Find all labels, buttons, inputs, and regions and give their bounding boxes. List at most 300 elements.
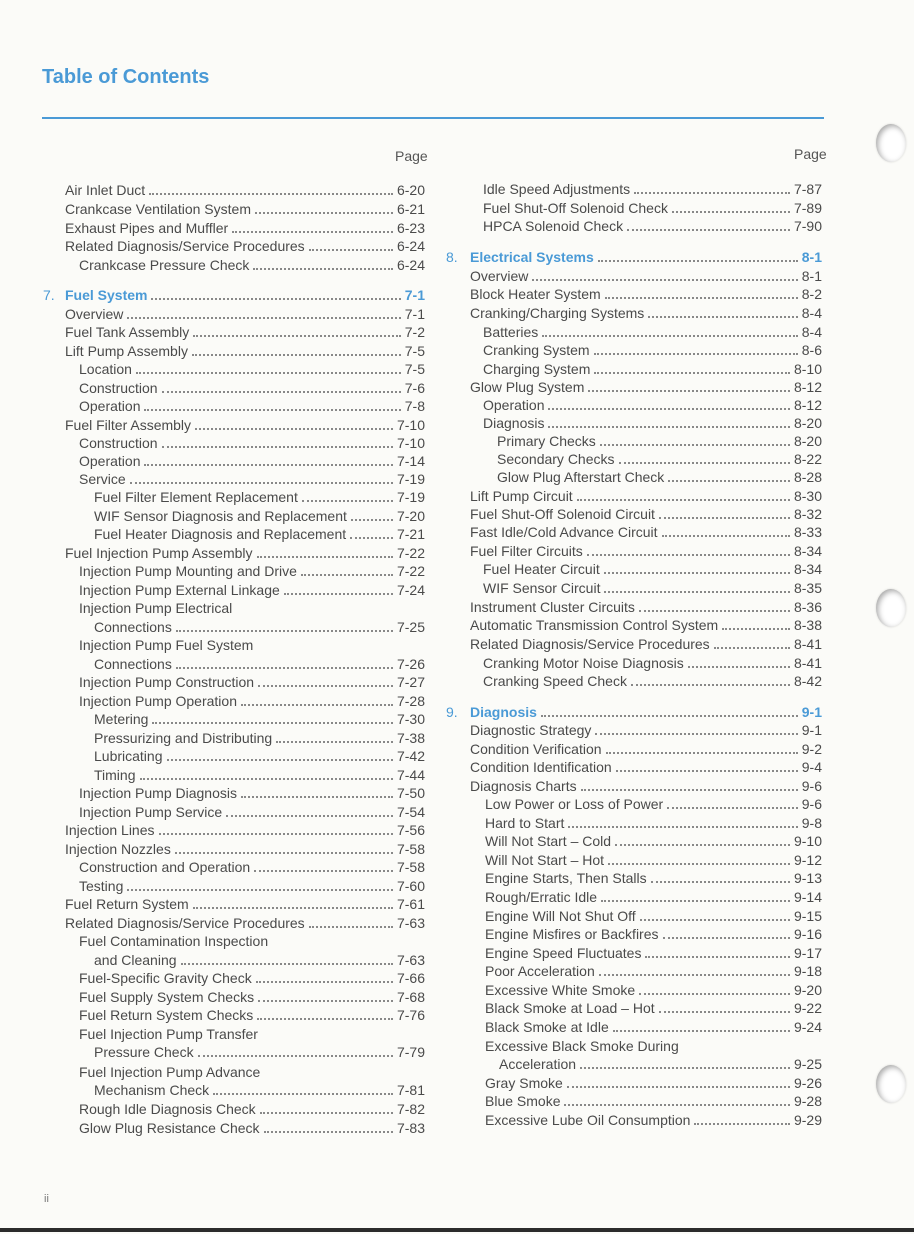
toc-entry[interactable] <box>65 822 425 839</box>
toc-entry-page: 9-10 <box>793 833 822 849</box>
toc-entry[interactable] <box>483 218 822 235</box>
toc-entry[interactable] <box>79 637 425 654</box>
toc-entry-page: 7-68 <box>396 989 425 1005</box>
dot-leader <box>613 1030 790 1032</box>
toc-entry-title: Mechanism Check <box>94 1082 210 1098</box>
toc-entry[interactable] <box>79 257 425 274</box>
toc-entry-page: 7-63 <box>396 952 425 968</box>
toc-entry-title: Cranking/Charging Systems <box>470 305 645 321</box>
toc-entry-page: 8-30 <box>793 488 822 504</box>
dot-leader <box>568 826 797 828</box>
toc-entry-title: Primary Checks <box>497 433 596 449</box>
bottom-rule <box>0 1228 914 1232</box>
toc-entry[interactable] <box>470 379 822 396</box>
toc-entry-title: Batteries <box>483 324 539 340</box>
toc-entry-title: Injection Pump Mounting and Drive <box>79 563 297 579</box>
toc-entry-title: Fuel Shut-Off Solenoid Circuit <box>470 506 655 522</box>
toc-entry-title: Fuel Heater Circuit <box>483 561 600 577</box>
toc-entry-title: Operation <box>483 397 545 413</box>
toc-entry[interactable] <box>470 506 822 523</box>
toc-entry-page: 8-1 <box>801 249 822 265</box>
toc-entry-page: 7-42 <box>396 748 425 764</box>
toc-entry-page: 8-36 <box>793 599 822 615</box>
toc-entry-page: 8-4 <box>801 305 822 321</box>
toc-entry-title: Condition Verification <box>470 741 602 757</box>
toc-entry-page: 9-6 <box>801 778 822 794</box>
dot-leader <box>192 354 401 356</box>
toc-entry-page: 7-5 <box>404 361 425 377</box>
toc-section-fuel-system[interactable] <box>65 287 425 304</box>
toc-entry[interactable] <box>470 722 822 739</box>
toc-entry-page: 7-87 <box>793 181 822 197</box>
toc-entry-title: Condition Identification <box>470 759 612 775</box>
toc-entry-page: 7-2 <box>404 324 425 340</box>
toc-entry[interactable] <box>79 1026 425 1043</box>
toc-entry-title: Cranking System <box>483 342 590 358</box>
dot-leader <box>258 1000 393 1002</box>
toc-entry-title: Fuel Injection Pump Advance <box>79 1064 261 1080</box>
dot-leader <box>580 1067 790 1069</box>
toc-entry-page: 8-34 <box>793 543 822 559</box>
toc-entry[interactable] <box>485 1038 822 1055</box>
toc-entry[interactable] <box>470 305 822 322</box>
toc-entry-page: 6-20 <box>396 182 425 198</box>
toc-entry-page: 7-44 <box>396 767 425 783</box>
toc-entry[interactable] <box>94 748 425 765</box>
toc-entry[interactable] <box>497 433 822 450</box>
toc-entry-title: Black Smoke at Idle <box>485 1019 609 1035</box>
toc-entry[interactable] <box>497 451 822 468</box>
toc-entry-title: Rough Idle Diagnosis Check <box>79 1101 256 1117</box>
toc-entry[interactable] <box>483 561 822 578</box>
toc-entry[interactable] <box>485 1093 822 1110</box>
section-number: 8. <box>446 249 458 265</box>
dot-leader <box>608 863 790 865</box>
toc-entry[interactable] <box>470 286 822 303</box>
toc-entry-title: WIF Sensor Diagnosis and Replacement <box>94 508 347 524</box>
toc-entry-page: 7-14 <box>396 453 425 469</box>
toc-entry[interactable] <box>79 1064 425 1081</box>
toc-entry-page: 8-41 <box>793 636 822 652</box>
toc-entry[interactable] <box>485 815 822 832</box>
section-number: 9. <box>446 704 458 720</box>
toc-entry-title: Testing <box>79 878 124 894</box>
toc-entry-title: Cranking Motor Noise Diagnosis <box>483 655 684 671</box>
toc-entry-title: Related Diagnosis/Service Procedures <box>65 238 305 254</box>
toc-entry-title: Overview <box>470 268 529 284</box>
toc-entry-title: Idle Speed Adjustments <box>483 181 631 197</box>
toc-entry[interactable] <box>485 926 822 943</box>
toc-entry-title: Engine Starts, Then Stalls <box>485 870 647 886</box>
binder-hole-icon <box>876 1065 906 1103</box>
toc-entry-title: Lift Pump Assembly <box>65 343 188 359</box>
toc-entry-title: Construction <box>79 435 158 451</box>
toc-entry[interactable] <box>65 417 425 434</box>
dot-leader <box>195 428 393 430</box>
toc-entry-title: Hard to Start <box>485 815 565 831</box>
toc-entry-title: Fuel Heater Diagnosis and Replacement <box>94 526 347 542</box>
dot-leader <box>688 666 790 668</box>
toc-entry-page: 8-2 <box>801 286 822 302</box>
toc-entry[interactable] <box>485 833 822 850</box>
toc-entry-title: Exhaust Pipes and Muffler <box>65 220 229 236</box>
toc-entry[interactable] <box>94 508 425 525</box>
toc-entry-page: 6-24 <box>396 238 425 254</box>
toc-entry-title: Fuel Tank Assembly <box>65 324 190 340</box>
toc-entry[interactable] <box>470 741 822 758</box>
toc-entry[interactable] <box>94 1082 425 1099</box>
toc-entry[interactable] <box>499 1056 822 1073</box>
dot-leader <box>667 807 798 809</box>
dot-leader <box>567 1086 790 1088</box>
toc-entry-title: Engine Misfires or Backfires <box>485 926 659 942</box>
dot-leader <box>350 537 393 539</box>
toc-entry-title: Fuel Supply System Checks <box>79 989 255 1005</box>
toc-entry-title: Crankcase Pressure Check <box>79 257 250 273</box>
toc-entry[interactable] <box>483 361 822 378</box>
toc-entry[interactable] <box>65 324 425 341</box>
binder-hole-icon <box>876 589 906 627</box>
toc-entry[interactable] <box>65 545 425 562</box>
page-column-header-right: Page <box>794 146 827 162</box>
toc-entry[interactable] <box>485 1000 822 1017</box>
dot-leader <box>276 741 393 743</box>
dot-leader <box>260 1112 393 1114</box>
toc-entry-title: Injection Pump Diagnosis <box>79 785 237 801</box>
toc-entry-title: Charging System <box>483 361 591 377</box>
toc-entry-page: 8-1 <box>801 268 822 284</box>
toc-entry[interactable] <box>485 1112 822 1129</box>
toc-entry-title: Metering <box>94 711 149 727</box>
toc-entry-page: 7-79 <box>396 1044 425 1060</box>
toc-entry-page: 7-20 <box>396 508 425 524</box>
toc-entry[interactable] <box>485 852 822 869</box>
toc-entry[interactable] <box>79 674 425 691</box>
dot-leader <box>257 556 393 558</box>
toc-entry-page: 9-1 <box>801 704 822 720</box>
toc-entry-page: 9-4 <box>801 759 822 775</box>
toc-entry[interactable] <box>94 656 425 673</box>
toc-entry-title: Injection Pump Construction <box>79 674 255 690</box>
toc-entry-title: Electrical Systems <box>470 249 594 265</box>
dot-leader <box>127 889 393 891</box>
toc-entry[interactable] <box>470 617 822 634</box>
toc-entry[interactable] <box>94 619 425 636</box>
toc-entry[interactable] <box>483 342 822 359</box>
toc-entry-title: Excessive Lube Oil Consumption <box>485 1112 691 1128</box>
toc-entry-page: 7-8 <box>404 398 425 414</box>
dot-leader <box>253 268 393 270</box>
toc-entry[interactable] <box>470 268 822 285</box>
toc-entry-page: 9-14 <box>793 889 822 905</box>
toc-entry[interactable] <box>65 343 425 360</box>
toc-entry[interactable] <box>79 970 425 987</box>
toc-entry-title: Poor Acceleration <box>485 963 595 979</box>
dot-leader <box>659 1011 790 1013</box>
toc-entry-page: 7-30 <box>396 711 425 727</box>
dot-leader <box>588 390 790 392</box>
dot-leader <box>662 535 790 537</box>
toc-entry-title: Diagnosis <box>483 415 545 431</box>
toc-entry[interactable] <box>79 804 425 821</box>
dot-leader <box>159 833 393 835</box>
dot-leader <box>301 574 393 576</box>
dot-leader <box>640 919 790 921</box>
toc-entry[interactable] <box>79 785 425 802</box>
toc-entry-page: 8-42 <box>793 673 822 689</box>
dot-leader <box>714 647 790 649</box>
toc-entry[interactable] <box>79 453 425 470</box>
dot-leader <box>232 231 393 233</box>
toc-entry[interactable] <box>485 1019 822 1036</box>
dot-leader <box>605 297 798 299</box>
toc-entry[interactable] <box>79 1007 425 1024</box>
toc-entry[interactable] <box>483 673 822 690</box>
toc-entry[interactable] <box>483 200 822 217</box>
toc-entry-title: Injection Pump Fuel System <box>79 637 254 653</box>
toc-entry[interactable] <box>94 767 425 784</box>
dot-leader <box>140 778 393 780</box>
dot-leader <box>255 212 393 214</box>
toc-entry[interactable] <box>483 655 822 672</box>
toc-entry-page: 7-83 <box>396 1120 425 1136</box>
toc-entry[interactable] <box>483 415 822 432</box>
dot-leader <box>162 446 393 448</box>
toc-entry[interactable] <box>79 471 425 488</box>
dot-leader <box>241 704 393 706</box>
toc-entry[interactable] <box>79 933 425 950</box>
toc-entry[interactable] <box>485 889 822 906</box>
dot-leader <box>226 815 393 817</box>
toc-entry-title: Location <box>79 361 132 377</box>
dot-leader <box>152 722 393 724</box>
toc-entry-page: 8-33 <box>793 524 822 540</box>
toc-entry-page: 9-6 <box>801 796 822 812</box>
toc-entry[interactable] <box>79 989 425 1006</box>
dot-leader <box>167 759 393 761</box>
dot-leader <box>599 974 790 976</box>
toc-entry[interactable] <box>485 945 822 962</box>
toc-entry[interactable] <box>483 181 822 198</box>
toc-entry[interactable] <box>470 543 822 560</box>
title-rule <box>42 117 824 119</box>
toc-entry[interactable] <box>79 398 425 415</box>
toc-entry[interactable] <box>94 952 425 969</box>
toc-entry[interactable] <box>485 870 822 887</box>
toc-entry-page: 6-24 <box>396 257 425 273</box>
toc-entry-title: Fuel Return System <box>65 896 189 912</box>
dot-leader <box>532 279 797 281</box>
page-folio: ii <box>44 1193 49 1205</box>
toc-entry-page: 7-26 <box>396 656 425 672</box>
toc-entry-title: Overview <box>65 306 124 322</box>
section-number: 7. <box>43 287 55 303</box>
toc-entry[interactable] <box>94 489 425 506</box>
toc-entry[interactable] <box>79 380 425 397</box>
toc-entry[interactable] <box>79 878 425 895</box>
toc-entry-page: 9-26 <box>793 1075 822 1091</box>
toc-entry[interactable] <box>79 1120 425 1137</box>
toc-entry-title: Diagnosis Charts <box>470 778 577 794</box>
toc-entry-page: 7-81 <box>396 1082 425 1098</box>
dot-leader <box>542 335 798 337</box>
dot-leader <box>651 881 790 883</box>
toc-entry[interactable] <box>65 915 425 932</box>
toc-entry-page: 9-20 <box>793 982 822 998</box>
toc-entry-title: Crankcase Ventilation System <box>65 201 251 217</box>
toc-entry[interactable] <box>485 908 822 925</box>
toc-entry-title: Connections <box>94 619 172 635</box>
toc-entry-title: Low Power or Loss of Power <box>485 796 664 812</box>
toc-entry-title: Fuel Filter Assembly <box>65 417 192 433</box>
toc-entry-title: Diagnosis <box>470 704 537 720</box>
toc-entry[interactable] <box>79 859 425 876</box>
dot-leader <box>634 192 790 194</box>
toc-entry[interactable] <box>65 306 425 323</box>
toc-entry[interactable] <box>79 693 425 710</box>
dot-leader <box>722 628 790 630</box>
toc-entry[interactable] <box>65 182 425 199</box>
dot-leader <box>604 572 790 574</box>
toc-entry-title: Operation <box>79 398 141 414</box>
toc-entry-page: 8-20 <box>793 433 822 449</box>
toc-entry[interactable] <box>79 435 425 452</box>
toc-entry-title: Engine Will Not Shut Off <box>485 908 636 924</box>
toc-entry[interactable] <box>79 1101 425 1118</box>
page-column-header-left: Page <box>395 148 428 164</box>
toc-entry-page: 7-50 <box>396 785 425 801</box>
toc-entry-page: 7-90 <box>793 218 822 234</box>
toc-entry[interactable] <box>483 324 822 341</box>
toc-entry-title: Fuel Shut-Off Solenoid Check <box>483 200 668 216</box>
toc-entry-title: Fast Idle/Cold Advance Circuit <box>470 524 658 540</box>
toc-entry[interactable] <box>483 580 822 597</box>
dot-leader <box>659 517 790 519</box>
dot-leader <box>175 852 393 854</box>
dot-leader <box>587 554 790 556</box>
toc-entry-title: Lift Pump Circuit <box>470 488 573 504</box>
toc-entry[interactable] <box>79 600 425 617</box>
toc-entry[interactable] <box>485 1075 822 1092</box>
dot-leader <box>631 684 790 686</box>
toc-entry[interactable] <box>65 841 425 858</box>
toc-entry-page: 9-17 <box>793 945 822 961</box>
toc-entry-page: 7-22 <box>396 545 425 561</box>
toc-entry-page: 7-24 <box>396 582 425 598</box>
toc-entry[interactable] <box>485 982 822 999</box>
toc-entry[interactable] <box>65 201 425 218</box>
toc-entry[interactable] <box>94 526 425 543</box>
toc-entry[interactable] <box>485 963 822 980</box>
toc-entry-title: Injection Lines <box>65 822 155 838</box>
toc-entry[interactable] <box>65 220 425 237</box>
toc-entry-title: Automatic Transmission Control System <box>470 617 719 633</box>
dot-leader <box>254 870 393 872</box>
dot-leader <box>598 260 798 262</box>
dot-leader <box>351 519 393 521</box>
toc-entry-title: HPCA Solenoid Check <box>483 218 624 234</box>
toc-entry[interactable] <box>470 778 822 795</box>
toc-entry-title: Black Smoke at Load – Hot <box>485 1000 655 1016</box>
toc-entry-page: 7-60 <box>396 878 425 894</box>
toc-entry-title: Lubricating <box>94 748 163 764</box>
dot-leader <box>144 464 392 466</box>
dot-leader <box>149 193 393 195</box>
dot-leader <box>162 391 401 393</box>
dot-leader <box>258 685 393 687</box>
toc-entry-title: Construction <box>79 380 158 396</box>
toc-entry[interactable] <box>470 636 822 653</box>
dot-leader <box>581 789 798 791</box>
toc-entry[interactable] <box>79 582 425 599</box>
toc-entry[interactable] <box>470 599 822 616</box>
dot-leader <box>127 317 400 319</box>
toc-entry[interactable] <box>65 896 425 913</box>
toc-section-electrical-systems[interactable] <box>470 249 822 266</box>
toc-entry[interactable] <box>470 524 822 541</box>
dot-leader <box>548 426 789 428</box>
dot-leader <box>601 900 790 902</box>
dot-leader <box>198 1055 393 1057</box>
toc-entry[interactable] <box>94 711 425 728</box>
toc-entry-page: 9-29 <box>793 1112 822 1128</box>
toc-entry-page: 9-28 <box>793 1093 822 1109</box>
dot-leader <box>577 499 790 501</box>
toc-section-diagnosis[interactable] <box>470 704 822 721</box>
toc-entry-page: 8-20 <box>793 415 822 431</box>
toc-entry[interactable] <box>483 397 822 414</box>
toc-entry-title: Gray Smoke <box>485 1075 563 1091</box>
toc-entry-page: 7-58 <box>396 841 425 857</box>
dot-leader <box>176 630 393 632</box>
toc-entry-page: 7-19 <box>396 471 425 487</box>
dot-leader <box>595 733 797 735</box>
dot-leader <box>564 1104 789 1106</box>
dot-leader <box>181 963 393 965</box>
toc-entry-title: Fuel System <box>65 287 148 303</box>
toc-entry[interactable] <box>94 730 425 747</box>
toc-entry-title: Connections <box>94 656 172 672</box>
dot-leader <box>176 667 393 669</box>
toc-entry-title: Injection Pump Operation <box>79 693 237 709</box>
dot-leader <box>616 770 798 772</box>
toc-entry-page: 8-38 <box>793 617 822 633</box>
toc-entry-page: 7-82 <box>396 1101 425 1117</box>
dot-leader <box>594 372 790 374</box>
page-title: Table of Contents <box>42 66 210 88</box>
toc-entry[interactable] <box>79 563 425 580</box>
toc-entry[interactable] <box>497 469 822 486</box>
toc-entry[interactable] <box>470 488 822 505</box>
dot-leader <box>193 907 393 909</box>
toc-entry-title: Secondary Checks <box>497 451 615 467</box>
toc-entry[interactable] <box>470 759 822 776</box>
dot-leader <box>257 1018 393 1020</box>
toc-entry[interactable] <box>485 796 822 813</box>
toc-entry-page: 7-10 <box>396 435 425 451</box>
toc-entry[interactable] <box>94 1044 425 1061</box>
toc-entry-page: 9-13 <box>793 870 822 886</box>
toc-entry-page: 9-15 <box>793 908 822 924</box>
toc-entry[interactable] <box>79 361 425 378</box>
toc-entry-page: 7-25 <box>396 619 425 635</box>
toc-entry-title: Instrument Cluster Circuits <box>470 599 635 615</box>
binder-hole-icon <box>876 124 906 162</box>
toc-entry-title: Related Diagnosis/Service Procedures <box>65 915 305 931</box>
toc-entry-title: Glow Plug Resistance Check <box>79 1120 260 1136</box>
dot-leader <box>639 993 790 995</box>
toc-entry[interactable] <box>65 238 425 255</box>
